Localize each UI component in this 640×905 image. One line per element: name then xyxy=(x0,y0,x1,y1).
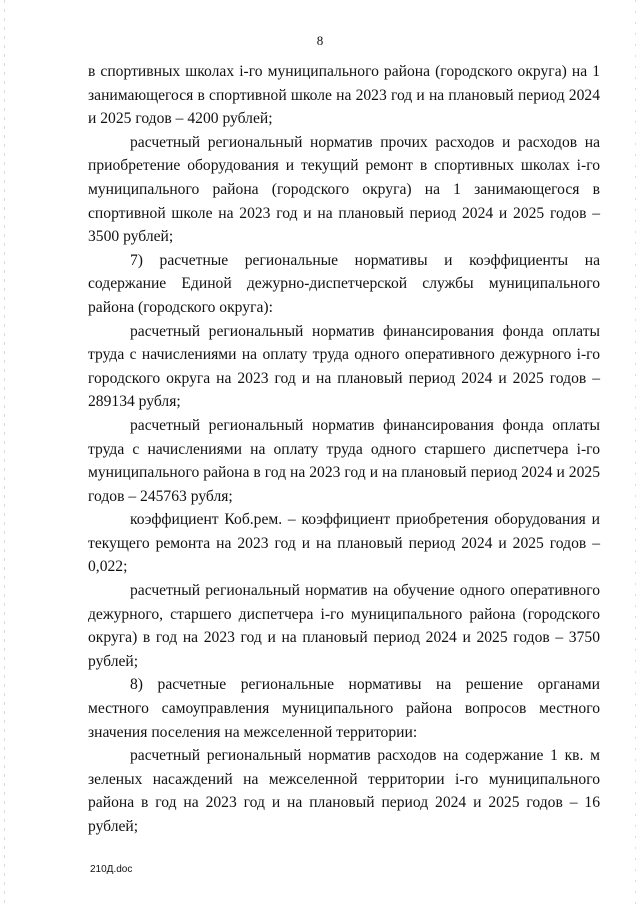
paragraph-item-8: 8) расчетные региональные нормативы на решение органами местного самоуправления муниципального района вопросов местного значения поселения на межселенной территории: xyxy=(88,676,600,741)
scan-edge-left xyxy=(4,0,5,905)
paragraph: расчетный региональный норматив на обучение одного оперативного дежурного, старшего диспетчера i-го муниципального района (городского округа) в год на 2023 год и на плановый период 2024 и 2025 годов – 3750 рублей; xyxy=(88,582,600,670)
scan-edge-right xyxy=(635,0,636,905)
paragraph: расчетный региональный норматив финансирования фонда оплаты труда с начислениями на оплату труда одного старшего диспетчера i-го муниципального района в год на 2023 год и на плановый период 2024 и 2025 годов – 245763 рубля; xyxy=(88,416,600,505)
paragraph: расчетный региональный норматив финансирования фонда оплаты труда с начислениями на оплату труда одного оперативного дежурного i-го городского округа на 2023 год и на плановый период 2024 и 2025 годов – 289134 рубля; xyxy=(88,322,600,411)
document-body xyxy=(88,60,600,839)
paragraph-continuation: в спортивных школах i-го муниципального района (городского округа) на 1 занимающегося в спортивной школе на 2023 год и на плановый период 2024 и 2025 годов – 4200 рублей; xyxy=(88,63,600,128)
paragraph: расчетный региональный норматив прочих расходов и расходов на приобретение оборудования и текущий ремонт в спортивных школах i-го муниципального района (городского округа) на 1 занимающегося в спортивной школе на 2023 год и на плановый период 2024 и 2025 годов – 3500 рублей; xyxy=(88,133,600,246)
page-number: 8 xyxy=(316,33,324,48)
footer-filename: 210Д.doc xyxy=(90,864,133,875)
paragraph: расчетный региональный норматив расходов на содержание 1 кв. м зеленых насаждений на межселенной территории i-го муниципального района в год на 2023 год и на плановый период 2024 и 2025 годов – 16 рублей; xyxy=(88,747,600,835)
paragraph: коэффициент Коб.рем. – коэффициент приобретения оборудования и текущего ремонта на 2023 год и на плановый период 2024 и 2025 годов – 0,022; xyxy=(88,511,600,576)
paragraph-item-7: 7) расчетные региональные нормативы и коэффициенты на содержание Единой дежурно-диспетчерской службы муниципального района (городского округа): xyxy=(88,251,600,316)
